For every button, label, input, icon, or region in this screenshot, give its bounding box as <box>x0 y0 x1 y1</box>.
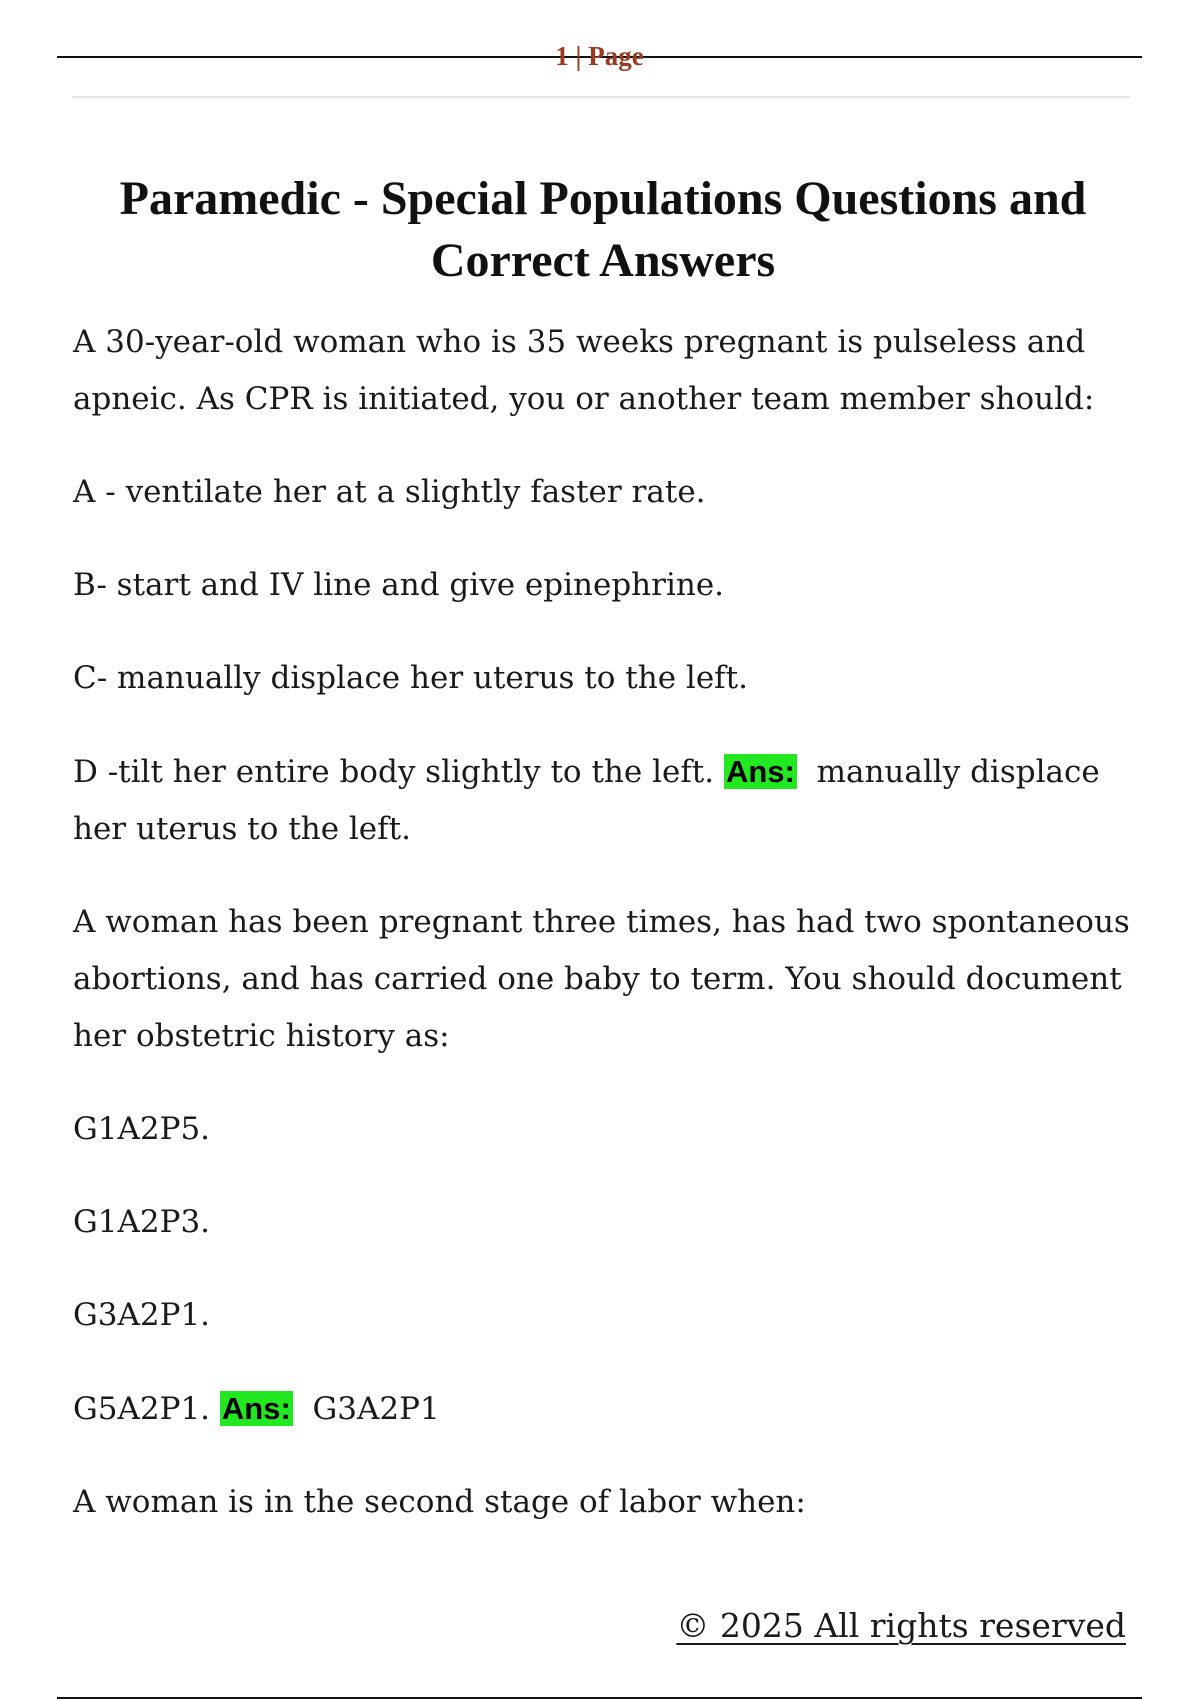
question-1-option-c: C- manually displace her uterus to the left. <box>73 660 748 696</box>
answer-tag: Ans: <box>725 754 795 789</box>
answer-tag: Ans: <box>221 1391 291 1426</box>
question-2-option-4: G5A2P1. <box>73 1391 211 1427</box>
page-header <box>57 40 1142 76</box>
question-1-option-d: D -tilt her entire body slightly to the left. <box>73 754 715 790</box>
document-body <box>73 168 1133 1531</box>
question-1-answer: manually displace her uterus to the left. <box>73 754 1100 847</box>
question-1-option-d-with-answer <box>73 743 1133 858</box>
document-title: Paramedic - Special Populations Questions and Correct Answers <box>119 172 1087 287</box>
copyright-notice: © 2025 All rights reserved <box>676 1606 1126 1645</box>
footer-rule <box>57 1697 1142 1699</box>
question-2-option-3: G3A2P1. <box>73 1297 211 1333</box>
page-number: 1 | Page <box>555 41 644 71</box>
header-divider <box>72 96 1130 98</box>
question-2-answer: G3A2P1 <box>312 1391 440 1427</box>
question-1-stem: A 30-year-old woman who is 35 weeks pregnant is pulseless and apneic. As CPR is initiated, you or another team member should: <box>73 324 1095 417</box>
question-2-stem: A woman has been pregnant three times, has had two spontaneous abortions, and has carried one baby to term. You should document her obstetric history as: <box>73 904 1130 1054</box>
question-2-option-4-with-answer <box>73 1380 1133 1438</box>
question-3-stem: A woman is in the second stage of labor when: <box>73 1484 806 1520</box>
question-2-option-1: G1A2P5. <box>73 1111 211 1147</box>
question-2-option-2: G1A2P3. <box>73 1204 211 1240</box>
question-1-option-b: B- start and IV line and give epinephrine. <box>73 567 725 603</box>
question-1-option-a: A - ventilate her at a slightly faster rate. <box>73 474 706 510</box>
